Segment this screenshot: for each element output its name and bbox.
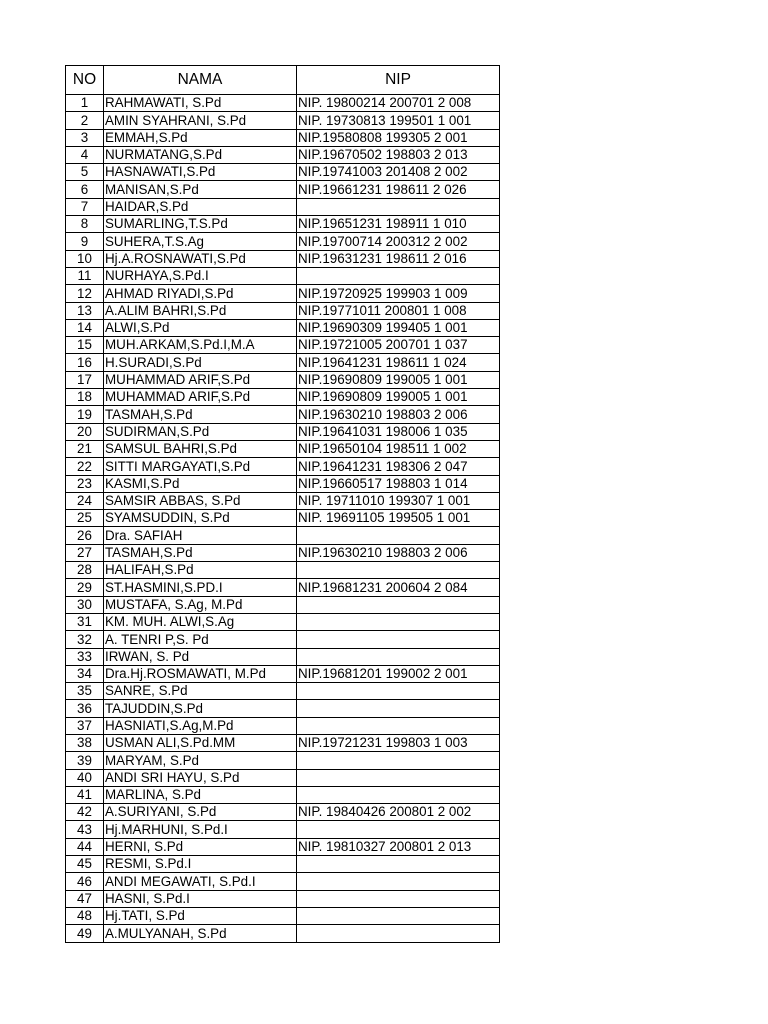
row-number: 9 (66, 233, 104, 250)
row-nama: AHMAD RIYADI,S.Pd (104, 285, 297, 302)
table-row (66, 319, 500, 336)
row-nama: SAMSIR ABBAS, S.Pd (104, 492, 297, 509)
row-nip: NIP. 19711010 199307 1 001 (297, 492, 500, 509)
row-nama: MARLINA, S.Pd (104, 786, 297, 803)
row-nama: KM. MUH. ALWI,S.Ag (104, 613, 297, 630)
row-nama: MARYAM, S.Pd (104, 752, 297, 769)
row-nama: A.SURIYANI, S.Pd (104, 804, 297, 821)
table-row (66, 769, 500, 786)
table-row (66, 700, 500, 717)
row-nip (297, 613, 500, 630)
row-nama: HAIDAR,S.Pd (104, 198, 297, 215)
table-row (66, 717, 500, 734)
table-row (66, 492, 500, 509)
row-nip: NIP.19690809 199005 1 001 (297, 371, 500, 388)
row-nip (297, 925, 500, 942)
row-nama: USMAN ALI,S.Pd.MM (104, 734, 297, 751)
row-nama: MUHAMMAD ARIF,S.Pd (104, 389, 297, 406)
row-nama: HASNAWATI,S.Pd (104, 164, 297, 181)
row-nip (297, 683, 500, 700)
row-number: 12 (66, 285, 104, 302)
row-number: 8 (66, 216, 104, 233)
row-nama: ANDI SRI HAYU, S.Pd (104, 769, 297, 786)
table-row (66, 804, 500, 821)
row-nip: NIP.19721231 199803 1 003 (297, 734, 500, 751)
row-nip (297, 700, 500, 717)
row-number: 2 (66, 112, 104, 129)
row-number: 18 (66, 389, 104, 406)
row-nip: NIP.19631231 198611 2 016 (297, 250, 500, 267)
table-row (66, 389, 500, 406)
header-nama: NAMA (104, 66, 297, 95)
table-row (66, 354, 500, 371)
table-row (66, 683, 500, 700)
row-nip: NIP.19720925 199903 1 009 (297, 285, 500, 302)
row-nip (297, 752, 500, 769)
row-number: 4 (66, 146, 104, 163)
row-nip: NIP. 19840426 200801 2 002 (297, 804, 500, 821)
row-number: 26 (66, 527, 104, 544)
row-number: 20 (66, 423, 104, 440)
row-nip: NIP.19660517 198803 1 014 (297, 475, 500, 492)
table-row (66, 562, 500, 579)
row-nama: IRWAN, S. Pd (104, 648, 297, 665)
row-nip (297, 527, 500, 544)
row-number: 48 (66, 907, 104, 924)
row-nama: KASMI,S.Pd (104, 475, 297, 492)
row-number: 47 (66, 890, 104, 907)
row-nip: NIP.19641031 198006 1 035 (297, 423, 500, 440)
table-row (66, 129, 500, 146)
table-row (66, 873, 500, 890)
row-nama: EMMAH,S.Pd (104, 129, 297, 146)
row-nip: NIP.19630210 198803 2 006 (297, 406, 500, 423)
table-row (66, 544, 500, 561)
row-number: 41 (66, 786, 104, 803)
row-nip: NIP. 19810327 200801 2 013 (297, 838, 500, 855)
row-number: 35 (66, 683, 104, 700)
table-row (66, 406, 500, 423)
row-nama: HASNI, S.Pd.I (104, 890, 297, 907)
row-nama: A.ALIM BAHRI,S.Pd (104, 302, 297, 319)
row-number: 28 (66, 562, 104, 579)
row-nip (297, 631, 500, 648)
row-number: 5 (66, 164, 104, 181)
row-nama: TASMAH,S.Pd (104, 406, 297, 423)
row-nip (297, 890, 500, 907)
table-row (66, 267, 500, 284)
row-nip: NIP.19650104 198511 1 002 (297, 440, 500, 457)
table-row (66, 907, 500, 924)
row-number: 19 (66, 406, 104, 423)
row-nip: NIP.19771011 200801 1 008 (297, 302, 500, 319)
row-number: 10 (66, 250, 104, 267)
row-nip: NIP. 19691105 199505 1 001 (297, 510, 500, 527)
row-nama: AMIN SYAHRANI, S.Pd (104, 112, 297, 129)
row-nip: NIP.19690309 199405 1 001 (297, 319, 500, 336)
row-nama: ST.HASMINI,S.PD.I (104, 579, 297, 596)
table-row (66, 458, 500, 475)
row-number: 21 (66, 440, 104, 457)
row-number: 11 (66, 267, 104, 284)
row-number: 14 (66, 319, 104, 336)
row-nama: Hj.MARHUNI, S.Pd.I (104, 821, 297, 838)
row-nama: MANISAN,S.Pd (104, 181, 297, 198)
row-nama: HERNI, S.Pd (104, 838, 297, 855)
row-number: 34 (66, 665, 104, 682)
row-nip: NIP. 19730813 199501 1 001 (297, 112, 500, 129)
table-row (66, 613, 500, 630)
table-row (66, 181, 500, 198)
row-nama: HASNIATI,S.Ag,M.Pd (104, 717, 297, 734)
row-nama: NURHAYA,S.Pd.I (104, 267, 297, 284)
row-nip (297, 821, 500, 838)
table-row (66, 198, 500, 215)
row-nama: NURMATANG,S.Pd (104, 146, 297, 163)
row-nip (297, 562, 500, 579)
table-row (66, 440, 500, 457)
row-nama: A. TENRI P,S. Pd (104, 631, 297, 648)
row-number: 38 (66, 734, 104, 751)
row-nip: NIP.19681231 200604 2 084 (297, 579, 500, 596)
row-nama: Hj.TATI, S.Pd (104, 907, 297, 924)
row-number: 32 (66, 631, 104, 648)
row-number: 44 (66, 838, 104, 855)
row-nip: NIP.19741003 201408 2 002 (297, 164, 500, 181)
row-nama: RESMI, S.Pd.I (104, 856, 297, 873)
row-nama: H.SURADI,S.Pd (104, 354, 297, 371)
header-no: NO (66, 66, 104, 95)
table-row (66, 579, 500, 596)
row-nama: SUDIRMAN,S.Pd (104, 423, 297, 440)
row-number: 6 (66, 181, 104, 198)
row-nama: Dra.Hj.ROSMAWATI, M.Pd (104, 665, 297, 682)
row-number: 7 (66, 198, 104, 215)
row-nip (297, 198, 500, 215)
table-row (66, 890, 500, 907)
table-row (66, 250, 500, 267)
table-row (66, 665, 500, 682)
row-nip (297, 717, 500, 734)
row-nama: SUMARLING,T.S.Pd (104, 216, 297, 233)
table-row (66, 146, 500, 163)
row-number: 27 (66, 544, 104, 561)
table-row (66, 302, 500, 319)
staff-table (65, 65, 500, 943)
row-nama: A.MULYANAH, S.Pd (104, 925, 297, 942)
table-row (66, 596, 500, 613)
row-nip: NIP.19580808 199305 2 001 (297, 129, 500, 146)
header-nip: NIP (297, 66, 500, 95)
row-nip (297, 786, 500, 803)
row-nip: NIP.19630210 198803 2 006 (297, 544, 500, 561)
table-row (66, 734, 500, 751)
row-number: 46 (66, 873, 104, 890)
row-nama: SITTI MARGAYATI,S.Pd (104, 458, 297, 475)
row-nip: NIP.19641231 198306 2 047 (297, 458, 500, 475)
table-row (66, 112, 500, 129)
row-nama: ALWI,S.Pd (104, 319, 297, 336)
table-row (66, 164, 500, 181)
table-row (66, 786, 500, 803)
row-nip: NIP. 19800214 200701 2 008 (297, 95, 500, 112)
table-row (66, 752, 500, 769)
row-nama: TASMAH,S.Pd (104, 544, 297, 561)
row-nip: NIP.19661231 198611 2 026 (297, 181, 500, 198)
table-row (66, 821, 500, 838)
row-nip: NIP.19690809 199005 1 001 (297, 389, 500, 406)
row-number: 1 (66, 95, 104, 112)
row-nama: TAJUDDIN,S.Pd (104, 700, 297, 717)
row-nip: NIP.19641231 198611 1 024 (297, 354, 500, 371)
row-number: 23 (66, 475, 104, 492)
row-nip: NIP.19670502 198803 2 013 (297, 146, 500, 163)
row-number: 40 (66, 769, 104, 786)
row-nip (297, 907, 500, 924)
row-number: 43 (66, 821, 104, 838)
row-nip: NIP.19651231 198911 1 010 (297, 216, 500, 233)
row-number: 22 (66, 458, 104, 475)
row-number: 13 (66, 302, 104, 319)
table-row (66, 631, 500, 648)
row-number: 49 (66, 925, 104, 942)
table-body (66, 95, 500, 943)
row-number: 17 (66, 371, 104, 388)
row-nama: SAMSUL BAHRI,S.Pd (104, 440, 297, 457)
row-nama: MUSTAFA, S.Ag, M.Pd (104, 596, 297, 613)
row-nama: HALIFAH,S.Pd (104, 562, 297, 579)
row-number: 16 (66, 354, 104, 371)
table-row (66, 510, 500, 527)
row-nip (297, 856, 500, 873)
row-number: 39 (66, 752, 104, 769)
row-nama: SUHERA,T.S.Ag (104, 233, 297, 250)
row-nama: MUHAMMAD ARIF,S.Pd (104, 371, 297, 388)
table-row (66, 95, 500, 112)
table-row (66, 648, 500, 665)
row-nip (297, 648, 500, 665)
row-number: 31 (66, 613, 104, 630)
row-nip (297, 267, 500, 284)
table-row (66, 337, 500, 354)
row-number: 29 (66, 579, 104, 596)
row-number: 45 (66, 856, 104, 873)
row-nip (297, 873, 500, 890)
row-number: 33 (66, 648, 104, 665)
row-nama: ANDI MEGAWATI, S.Pd.I (104, 873, 297, 890)
table-row (66, 838, 500, 855)
table-row (66, 216, 500, 233)
row-nama: MUH.ARKAM,S.Pd.I,M.A (104, 337, 297, 354)
row-nama: Hj.A.ROSNAWATI,S.Pd (104, 250, 297, 267)
table-row (66, 423, 500, 440)
row-number: 37 (66, 717, 104, 734)
table-row (66, 371, 500, 388)
row-nip: NIP.19700714 200312 2 002 (297, 233, 500, 250)
row-nip (297, 596, 500, 613)
row-number: 24 (66, 492, 104, 509)
row-number: 3 (66, 129, 104, 146)
table-row (66, 527, 500, 544)
row-nip: NIP.19681201 199002 2 001 (297, 665, 500, 682)
row-nama: RAHMAWATI, S.Pd (104, 95, 297, 112)
row-number: 42 (66, 804, 104, 821)
row-nip (297, 769, 500, 786)
row-nama: SYAMSUDDIN, S.Pd (104, 510, 297, 527)
table-row (66, 925, 500, 942)
table-row (66, 233, 500, 250)
row-number: 30 (66, 596, 104, 613)
table-row (66, 856, 500, 873)
table-row (66, 475, 500, 492)
row-nip: NIP.19721005 200701 1 037 (297, 337, 500, 354)
table-row (66, 285, 500, 302)
row-number: 36 (66, 700, 104, 717)
row-nama: SANRE, S.Pd (104, 683, 297, 700)
row-number: 25 (66, 510, 104, 527)
header-row (66, 66, 500, 95)
row-nama: Dra. SAFIAH (104, 527, 297, 544)
row-number: 15 (66, 337, 104, 354)
